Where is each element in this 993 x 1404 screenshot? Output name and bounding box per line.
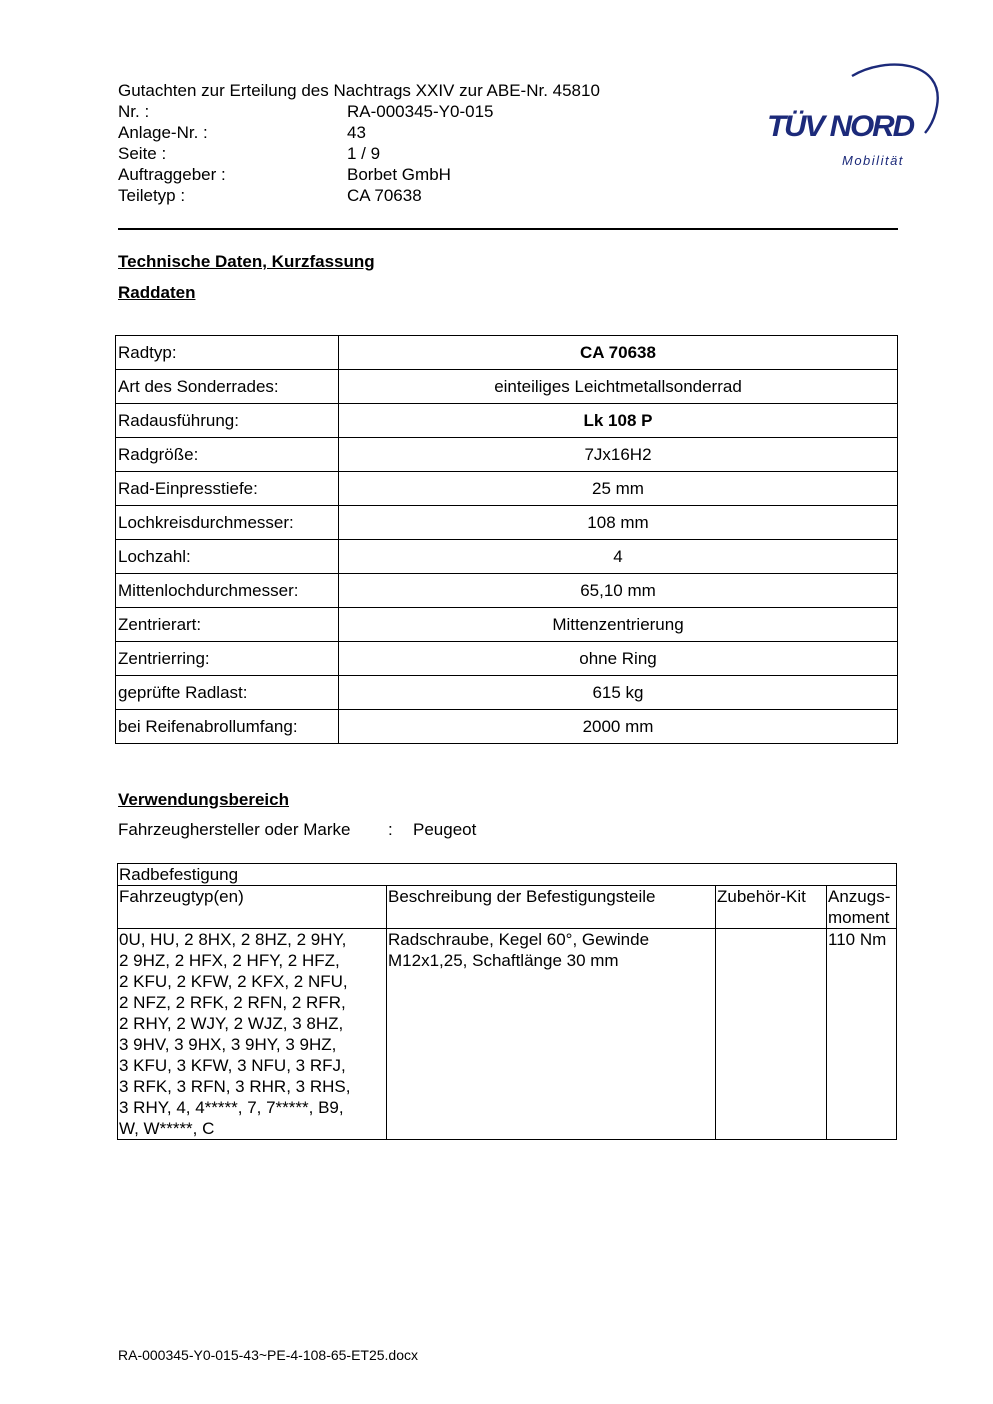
table-title-row [118, 864, 897, 886]
header-key: Nr. : [118, 102, 150, 121]
header-key: Teiletyp : [118, 186, 186, 205]
column-header-kit: Zubehör-Kit [716, 886, 827, 929]
header-key: Seite : [118, 144, 167, 163]
header-row [118, 101, 600, 122]
table-cell-value: 2000 mm [339, 710, 898, 744]
table-row [116, 506, 898, 540]
manufacturer-separator: : [388, 820, 393, 839]
table-cell-value: einteiliges Leichtmetallsonderrad [339, 370, 898, 404]
description-line: Radschraube, Kegel 60°, Gewinde [388, 930, 650, 949]
table-row [116, 710, 898, 744]
table-cell-value: Lk 108 P [339, 404, 898, 438]
section-title: Technische Daten, Kurzfassung [118, 252, 375, 271]
table-header-row [118, 886, 897, 929]
table-cell-value: ohne Ring [339, 642, 898, 676]
column-header-torque-line: moment [828, 908, 890, 927]
table-cell-key: Lochkreisdurchmesser: [116, 506, 339, 540]
table-cell-key: Zentrierring: [116, 642, 339, 676]
table-cell-key: Radausführung: [116, 404, 339, 438]
torque-cell: 110 Nm [827, 929, 897, 1140]
table-cell-key: Radtyp: [116, 336, 339, 370]
header-divider [118, 228, 898, 230]
table-row [116, 336, 898, 370]
table-row [118, 929, 897, 1140]
wheel-data-table [115, 335, 898, 744]
header-row [118, 143, 600, 164]
description-line: M12x1,25, Schaftlänge 30 mm [388, 951, 619, 970]
header-key: Anlage-Nr. : [118, 123, 208, 142]
table-cell-value: 25 mm [339, 472, 898, 506]
manufacturer-label: Fahrzeughersteller oder Marke [118, 820, 351, 839]
vehicle-types-line: W, W*****, C [119, 1119, 215, 1138]
table-cell-value: CA 70638 [339, 336, 898, 370]
table-row [116, 404, 898, 438]
header-value: CA 70638 [347, 186, 422, 205]
column-header-description: Beschreibung der Befestigungsteile [387, 886, 716, 929]
manufacturer-value: Peugeot [413, 820, 477, 839]
header-row [118, 164, 600, 185]
tuev-nord-logo [760, 58, 950, 176]
table-cell-key: Lochzahl: [116, 540, 339, 574]
table-cell-value: 615 kg [339, 676, 898, 710]
table-cell-key: bei Reifenabrollumfang: [116, 710, 339, 744]
table-row [116, 540, 898, 574]
table-cell-key: Radgröße: [116, 438, 339, 472]
table-cell-value: 7Jx16H2 [339, 438, 898, 472]
column-header-torque-line: Anzugs- [828, 887, 891, 906]
kit-cell [716, 929, 827, 1140]
header-value: Borbet GmbH [347, 165, 451, 184]
logo-brand: TÜV NORD [767, 110, 915, 143]
table-row [116, 676, 898, 710]
vehicle-types-line: 3 KFU, 3 KFW, 3 NFU, 3 RFJ, [119, 1056, 346, 1075]
vehicle-types-line: 3 RHY, 4, 4*****, 7, 7*****, B9, [119, 1098, 344, 1117]
header-value: 1 / 9 [347, 144, 381, 163]
description-cell [387, 929, 716, 1140]
vehicle-types-line: 3 RFK, 3 RFN, 3 RHR, 3 RHS, [119, 1077, 351, 1096]
table-cell-key: Mittenlochdurchmesser: [116, 574, 339, 608]
header-key: Auftraggeber : [118, 165, 226, 184]
header-row [118, 185, 600, 206]
table-row [116, 370, 898, 404]
table-cell-key: Rad-Einpresstiefe: [116, 472, 339, 506]
table-row [116, 608, 898, 642]
manufacturer-line [118, 820, 476, 840]
vehicle-types-line: 2 NFZ, 2 RFK, 2 RFN, 2 RFR, [119, 993, 346, 1012]
footer-filename: RA-000345-Y0-015-43~PE-4-108-65-ET25.docx [118, 1347, 419, 1363]
vehicle-types-line: 2 9HZ, 2 HFX, 2 HFY, 2 HFZ, [119, 951, 340, 970]
logo-subtitle: Mobilität [842, 153, 904, 168]
header-row [118, 122, 600, 143]
table-cell-key: Zentrierart: [116, 608, 339, 642]
vehicle-types-line: 3 9HV, 3 9HX, 3 9HY, 3 9HZ, [119, 1035, 337, 1054]
table-row [116, 642, 898, 676]
wheel-fastening-table [117, 863, 897, 1140]
table-cell-key: geprüfte Radlast: [116, 676, 339, 710]
table-row [116, 438, 898, 472]
table-row [116, 472, 898, 506]
column-header-vehicle-types: Fahrzeugtyp(en) [118, 886, 387, 929]
table-cell-value: 65,10 mm [339, 574, 898, 608]
table-title: Radbefestigung [118, 864, 897, 886]
document-header [118, 80, 600, 206]
vehicle-types-line: 0U, HU, 2 8HX, 2 8HZ, 2 9HY, [119, 930, 347, 949]
header-value: 43 [347, 123, 366, 142]
table-cell-value: 108 mm [339, 506, 898, 540]
table-cell-value: 4 [339, 540, 898, 574]
vehicle-types-line: 2 RHY, 2 WJY, 2 WJZ, 3 8HZ, [119, 1014, 344, 1033]
header-title: Gutachten zur Erteilung des Nachtrags XXIV zur ABE-Nr. 45810 [118, 81, 600, 100]
vehicle-types-line: 2 KFU, 2 KFW, 2 KFX, 2 NFU, [119, 972, 348, 991]
vehicle-types-cell [118, 929, 387, 1140]
header-value: RA-000345-Y0-015 [347, 102, 494, 121]
table-cell-value: Mittenzentrierung [339, 608, 898, 642]
section-subtitle: Raddaten [118, 283, 196, 302]
table-cell-key: Art des Sonderrades: [116, 370, 339, 404]
usage-title: Verwendungsbereich [118, 790, 289, 809]
table-row [116, 574, 898, 608]
column-header-torque [827, 886, 897, 929]
